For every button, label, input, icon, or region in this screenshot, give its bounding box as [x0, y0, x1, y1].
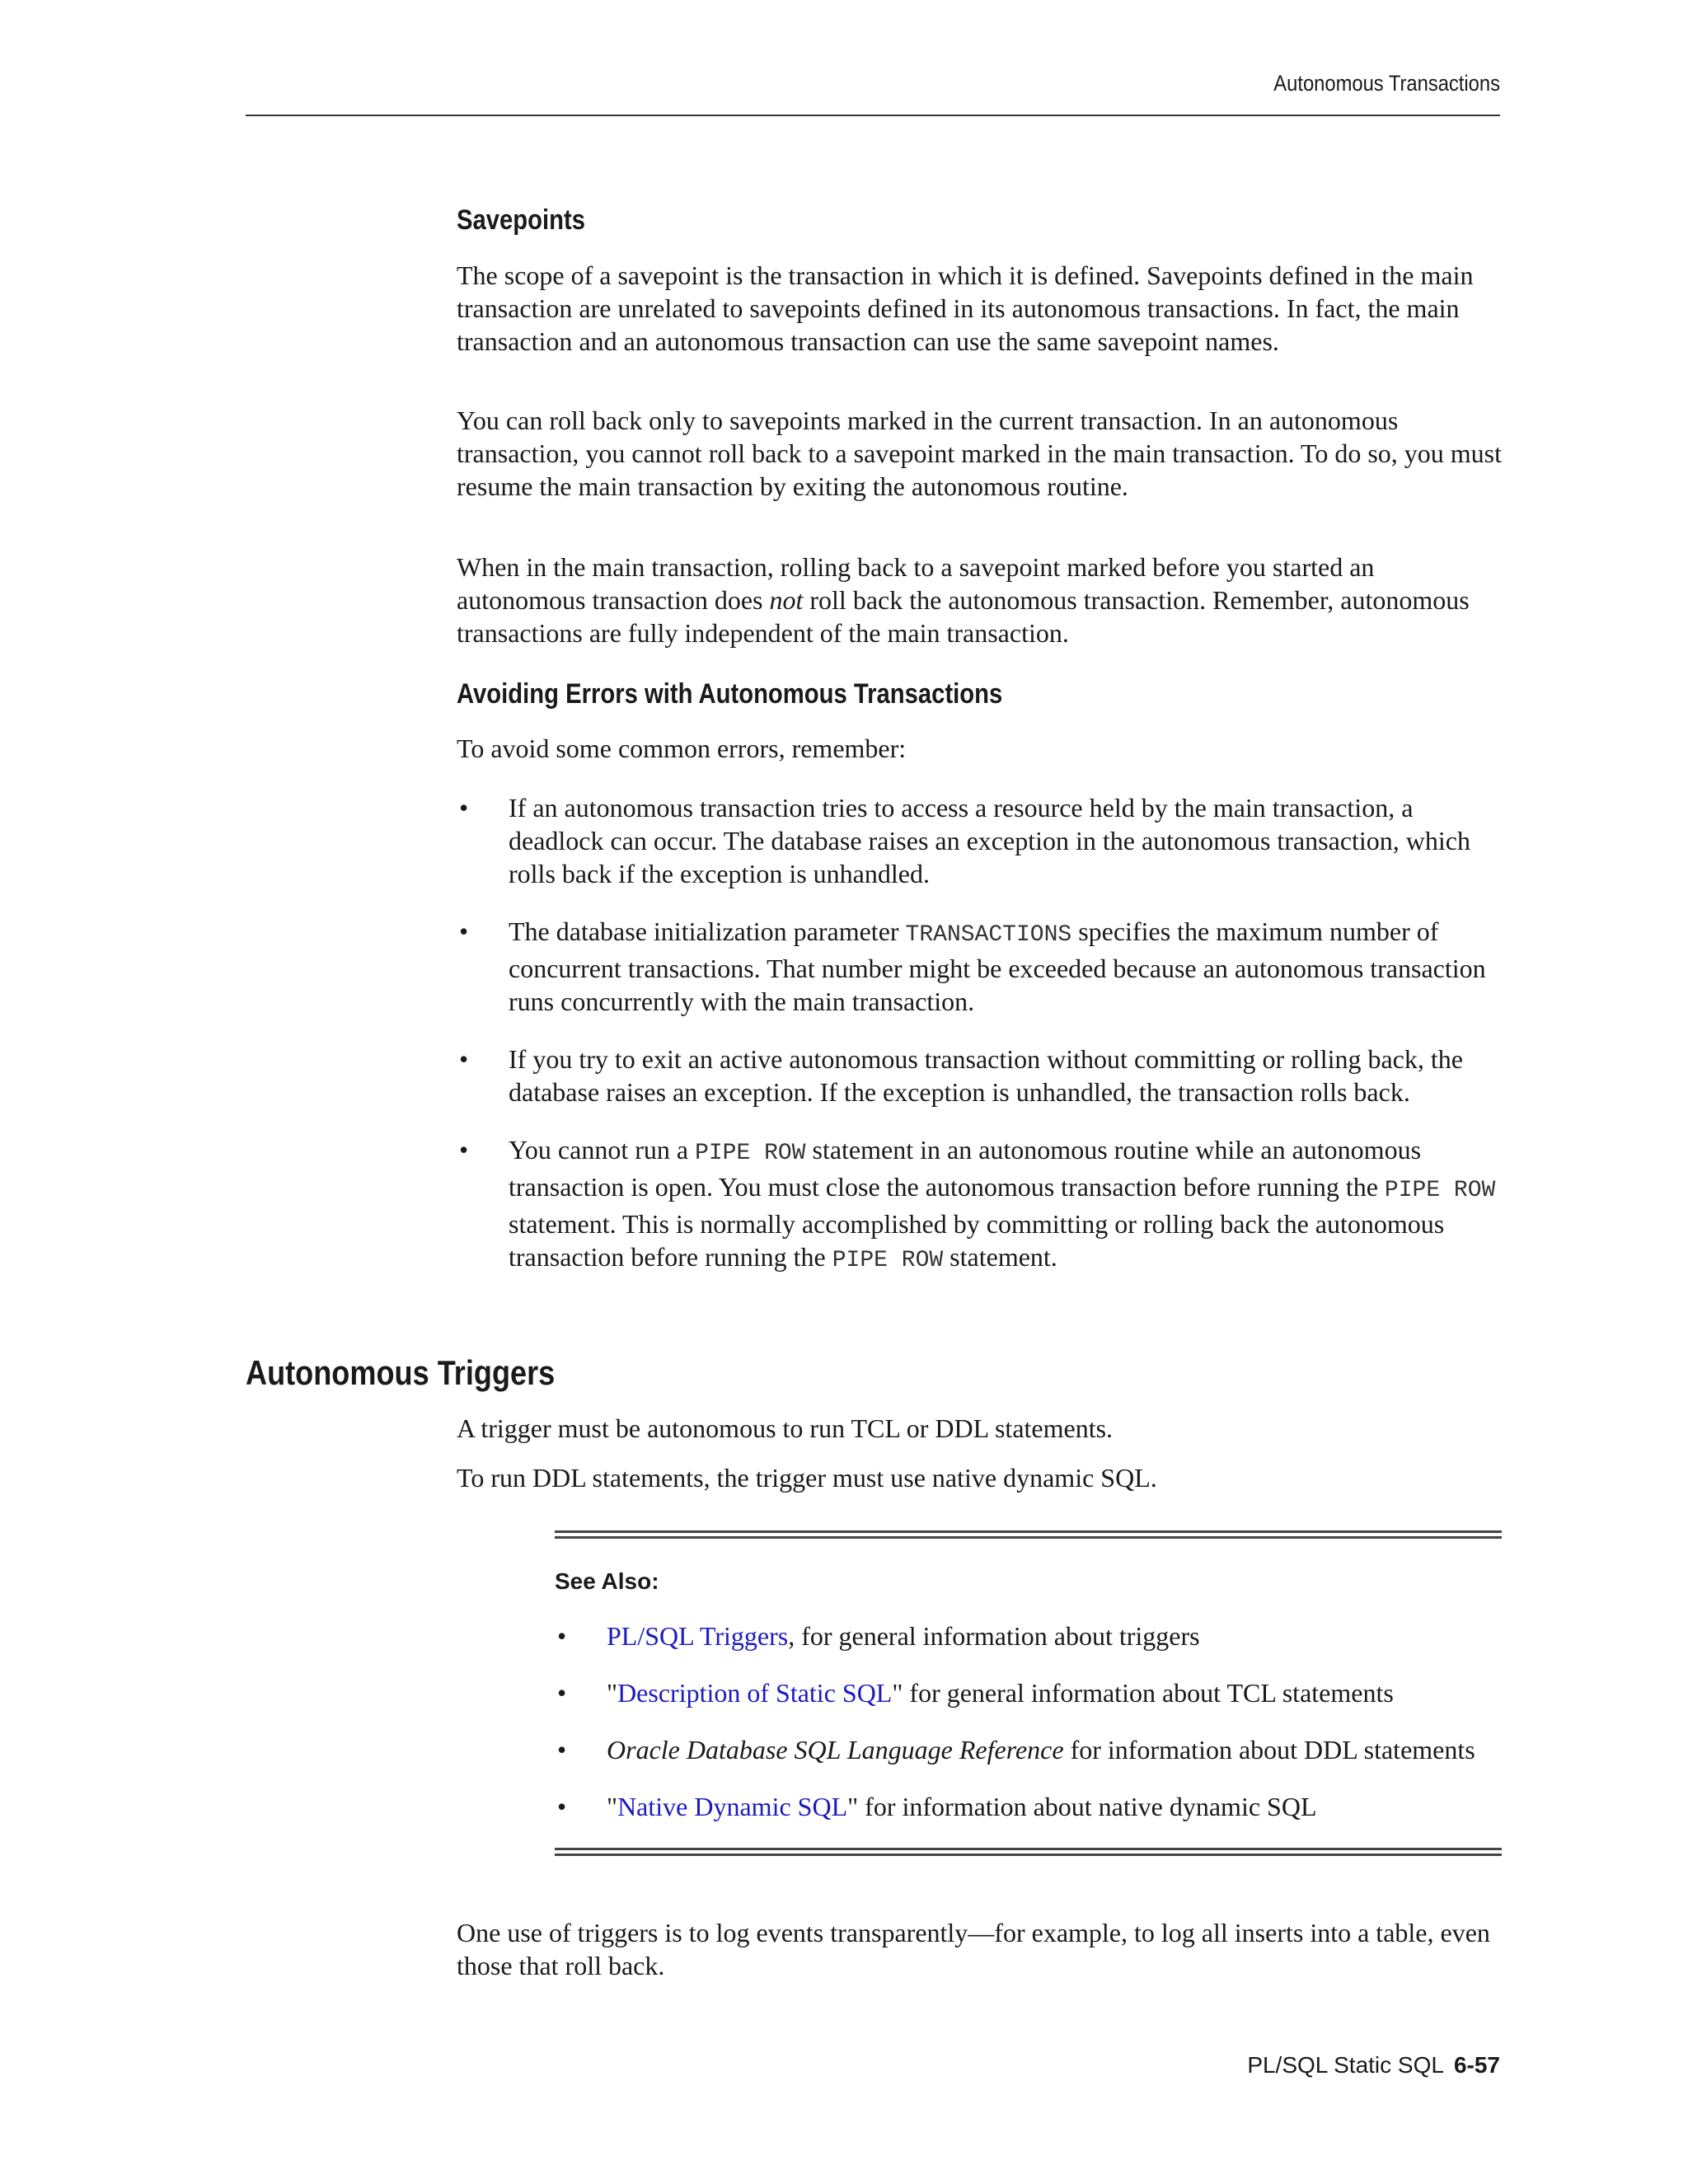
running-header: Autonomous Transactions: [1273, 71, 1500, 96]
header-rule: [246, 115, 1500, 116]
code-pipe-row: PIPE ROW: [832, 1248, 944, 1273]
see-also-bottom-rule: [555, 1848, 1502, 1856]
list-item: • PL/SQL Triggers, for general information about triggers: [557, 1621, 1200, 1651]
page-number: 6-57: [1453, 2052, 1500, 2078]
see-also-top-rule: [555, 1530, 1502, 1539]
page-footer: [1247, 2052, 1500, 2079]
savepoints-heading: Savepoints: [457, 204, 585, 236]
avoiding-section: [457, 678, 1502, 710]
triggers-p1: A trigger must be autonomous to run TCL or DDL statements.: [457, 1413, 1114, 1443]
avoiding-list: [457, 791, 1502, 1277]
link-plsql-triggers[interactable]: PL/SQL Triggers: [607, 1621, 789, 1651]
see-also-title: See Also:: [555, 1568, 659, 1594]
list-item: • "Description of Static SQL" for general information about TCL statements: [557, 1678, 1394, 1708]
emphasis-not: not: [769, 585, 804, 615]
link-native-dynamic-sql[interactable]: Native Dynamic SQL: [617, 1792, 848, 1821]
list-item: • Oracle Database SQL Language Reference for information about DDL statements: [557, 1735, 1475, 1765]
avoiding-heading: Avoiding Errors with Autonomous Transactions: [457, 678, 1003, 710]
list-item: • You cannot run a PIPE ROW statement in an autonomous routine while an autonomous transaction is open. You must close the autonomous transaction before running the PIPE ROW statement. This is normally accomplished by committing or rolling back the autonomous transaction before running the PIPE ROW statement.: [459, 1135, 1496, 1273]
book-title: Oracle Database SQL Language Reference: [607, 1735, 1064, 1765]
avoiding-intro: To avoid some common errors, remember:: [457, 733, 907, 763]
code-transactions: TRANSACTIONS: [905, 922, 1072, 948]
see-also-box: [555, 1530, 1502, 1856]
list-item: • If an autonomous transaction tries to access a resource held by the main transaction, a deadlock can occur. The database raises an exception in the autonomous transaction, which rolls back if the exception is unhandled.: [459, 793, 1470, 888]
triggers-p2: To run DDL statements, the trigger must use native dynamic SQL.: [457, 1463, 1157, 1493]
link-description-static-sql[interactable]: Description of Static SQL: [617, 1678, 893, 1708]
savepoints-p2: You can roll back only to savepoints marked in the current transaction. In an autonomous transaction, you cannot roll back to a savepoint marked in the main transaction. To do so, you must resume the main transaction by exiting the autonomous routine.: [457, 405, 1502, 501]
list-item: • If you try to exit an active autonomous transaction without committing or rolling back, the database raises an exception. If the exception is unhandled, the transaction rolls back.: [459, 1044, 1463, 1107]
savepoints-p3: When in the main transaction, rolling back to a savepoint marked before you started an autonomous transaction does not roll back the autonomous transaction. Remember, autonomous transactions are fully independent of the main transaction.: [457, 552, 1470, 648]
list-item: • The database initialization parameter TRANSACTIONS specifies the maximum number of concurrent transactions. That number might be exceeded because an autonomous transaction runs concurrently with the main transaction.: [459, 916, 1486, 1016]
triggers-heading: Autonomous Triggers: [246, 1353, 556, 1392]
list-item: • "Native Dynamic SQL" for information about native dynamic SQL: [557, 1792, 1317, 1821]
savepoints-section: [457, 204, 1502, 237]
savepoints-p1: The scope of a savepoint is the transaction in which it is defined. Savepoints defined in the main transaction are unrelated to savepoints defined in its autonomous transactions. In fact, the main transaction and an autonomous transaction can use the same savepoint names.: [457, 260, 1474, 356]
code-pipe-row: PIPE ROW: [1384, 1178, 1496, 1203]
code-pipe-row: PIPE ROW: [695, 1141, 806, 1166]
footer-book-title: PL/SQL Static SQL: [1247, 2052, 1444, 2078]
see-also-list: [555, 1619, 1502, 1823]
triggers-p3: One use of triggers is to log events transparently—for example, to log all inserts into a table, even those that roll back.: [457, 1918, 1490, 1980]
